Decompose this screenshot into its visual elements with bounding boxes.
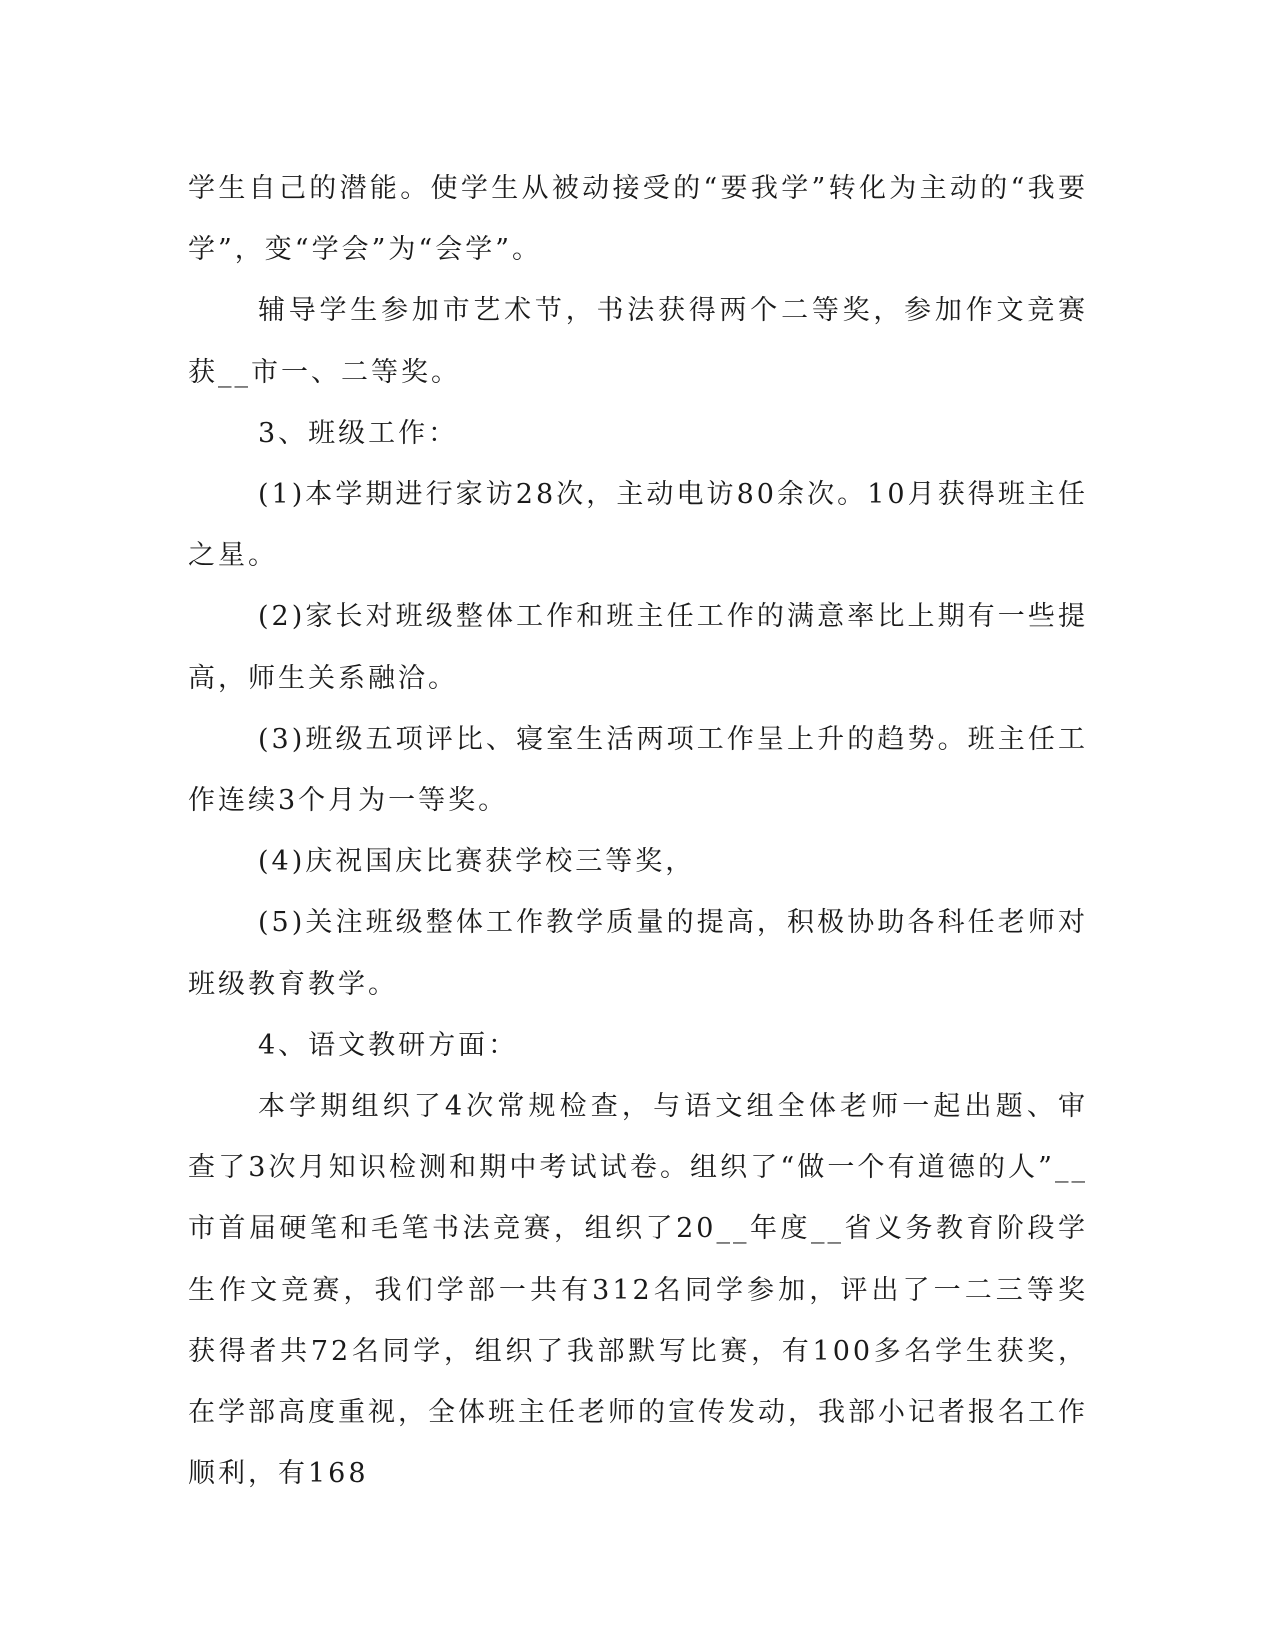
paragraph-2: 辅导学生参加市艺术节，书法获得两个二等奖，参加作文竞赛获__市一、二等奖。 (188, 295, 1088, 388)
paragraph-item-3: (3)班级五项评比、寝室生活两项工作呈上升的趋势。班主任工作连续3个月为一等奖。 (188, 723, 1088, 817)
paragraph-item-1: (1)本学期进行家访28次，主动电访80余次。10月获得班主任之星。 (188, 479, 1088, 572)
document-body (188, 158, 1088, 1504)
section-heading-chinese-research: 4、语文教研方面： (258, 1029, 519, 1061)
paragraph-item-4: (4)庆祝国庆比赛获学校三等奖， (258, 846, 696, 878)
section-heading-class-work: 3、班级工作： (258, 417, 459, 449)
paragraph-1: 学生自己的潜能。使学生从被动接受的“要我学”转化为主动的“我要学”，变“学会”为“会学”。 (188, 173, 1088, 266)
paragraph-research: 本学期组织了4次常规检查，与语文组全体老师一起出题、审查了3次月知识检测和期中考试试卷。组织了“做一个有道德的人”__市首届硬笔和毛笔书法竞赛，组织了20__年度__省义务教育阶段学生作文竞赛，我们学部一共有312名同学参加，评出了一二三等奖获得者共72名同学，组织了我部默写比赛，有100多名学生获奖，在学部高度重视，全体班主任老师的宣传发动，我部小记者报名工作顺利，有168 (188, 1091, 1088, 1490)
paragraph-item-2: (2)家长对班级整体工作和班主任工作的满意率比上期有一些提高，师生关系融洽。 (188, 601, 1088, 694)
paragraph-item-5: (5)关注班级整体工作教学质量的提高，积极协助各科任老师对班级教育教学。 (188, 907, 1088, 1000)
